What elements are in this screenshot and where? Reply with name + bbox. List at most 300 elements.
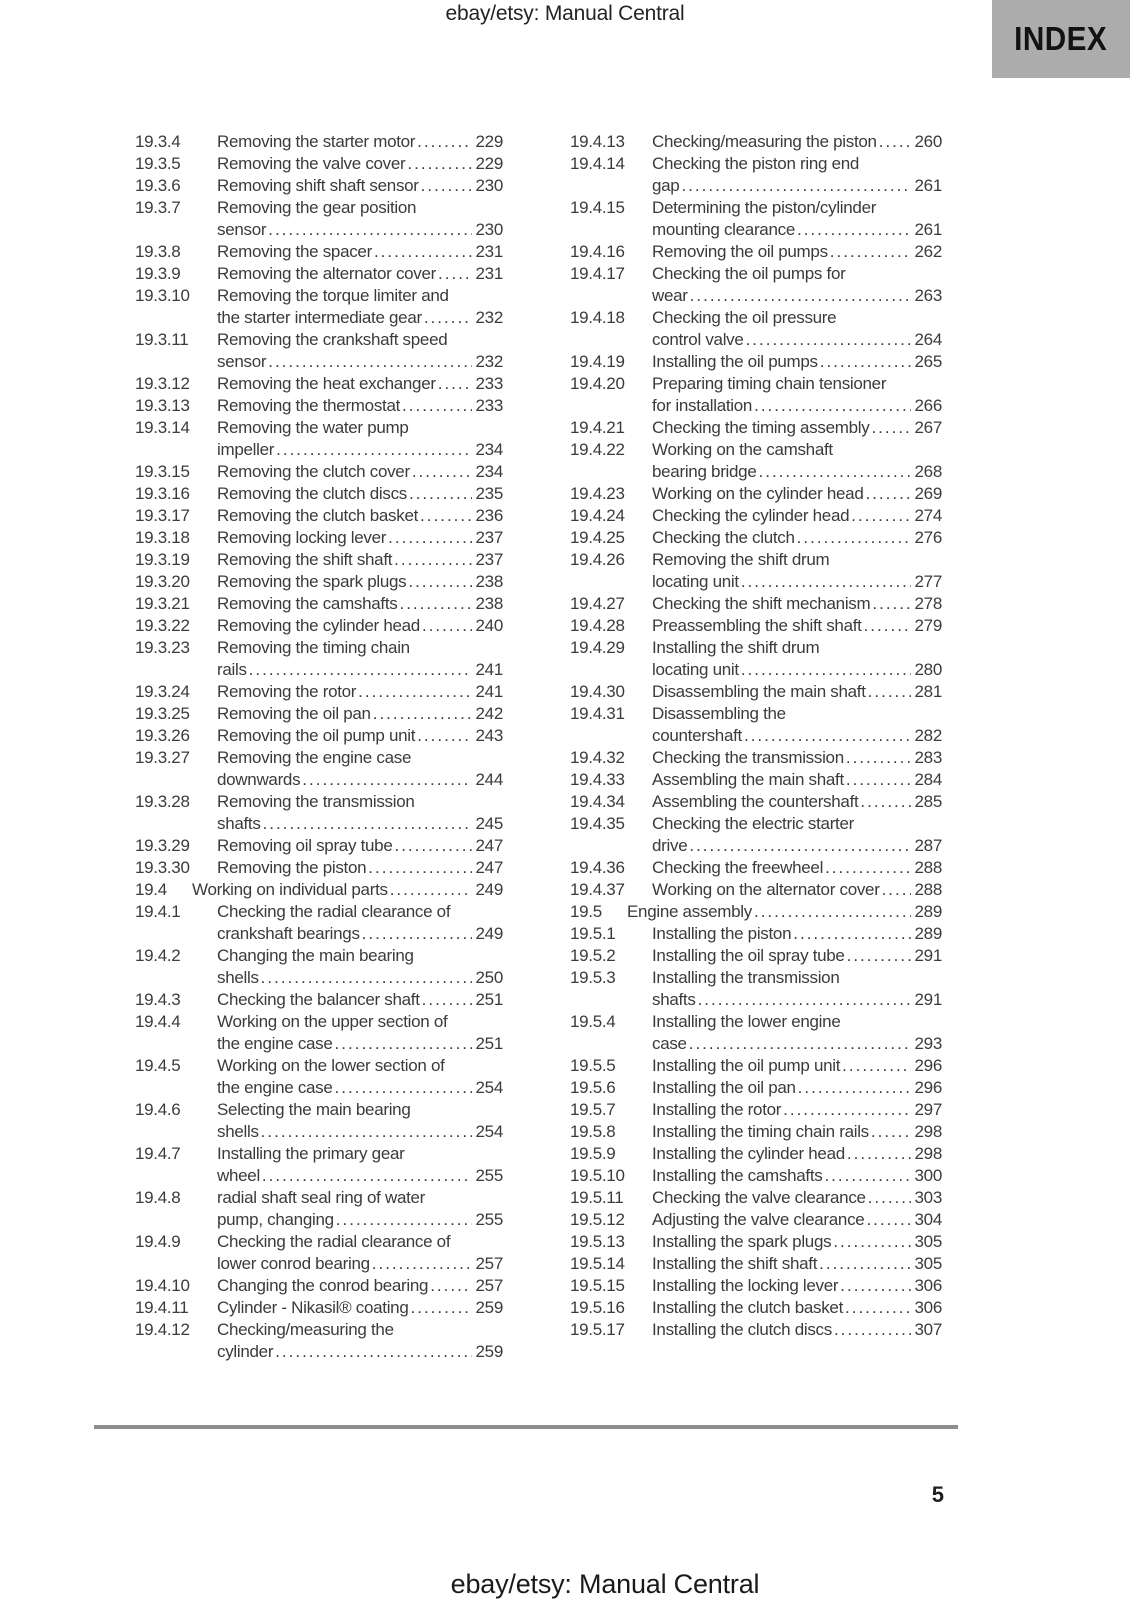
toc-entry bbox=[570, 901, 942, 923]
toc-entry-page: 233 bbox=[475, 396, 503, 415]
toc-entry bbox=[570, 681, 942, 703]
dot-leader bbox=[840, 1275, 911, 1297]
toc-entry-title bbox=[217, 131, 503, 153]
toc-entry bbox=[570, 769, 942, 791]
toc-entry-page: 278 bbox=[914, 594, 942, 613]
toc-entry-line: Engine assembly bbox=[627, 902, 752, 921]
toc-entry bbox=[570, 1253, 942, 1275]
toc-entry-title bbox=[652, 1187, 942, 1209]
dot-leader bbox=[358, 681, 472, 703]
toc-entry-page: 306 bbox=[914, 1276, 942, 1295]
toc-entry-line: locating unit bbox=[652, 572, 739, 591]
toc-entry-page: 249 bbox=[475, 880, 503, 899]
toc-entry-number: 19.5.9 bbox=[570, 1144, 616, 1163]
toc-entry-title bbox=[217, 197, 503, 241]
toc-entry-title bbox=[652, 439, 942, 483]
toc-entry-line: Installing the shift drum bbox=[652, 638, 820, 657]
header-title: ebay/etsy: Manual Central bbox=[445, 2, 685, 25]
toc-entry-number: 19.3.4 bbox=[135, 132, 181, 151]
toc-entry-number: 19.4.4 bbox=[135, 1012, 181, 1031]
toc-entry-title bbox=[652, 1209, 942, 1231]
dot-leader bbox=[759, 461, 912, 483]
toc-entry-title bbox=[652, 857, 942, 879]
toc-entry-title bbox=[217, 1297, 503, 1319]
toc-entry-page: 291 bbox=[914, 990, 942, 1009]
toc-entry-line: Changing the main bearing bbox=[217, 946, 414, 965]
dot-leader bbox=[407, 153, 472, 175]
toc-entry-number: 19.4.16 bbox=[570, 242, 625, 261]
toc-entry bbox=[570, 703, 942, 747]
toc-entry-line: Removing the water pump bbox=[217, 418, 409, 437]
toc-entry-line: rails bbox=[217, 660, 247, 679]
toc-entry-page: 233 bbox=[475, 374, 503, 393]
toc-entry-line: Installing the spark plugs bbox=[652, 1232, 832, 1251]
toc-entry bbox=[135, 703, 503, 725]
toc-entry bbox=[135, 1231, 503, 1275]
toc-entry-number: 19.4.1 bbox=[135, 902, 181, 921]
toc-entry bbox=[135, 153, 503, 175]
toc-entry-line: Removing the transmission bbox=[217, 792, 415, 811]
toc-entry-number: 19.5.11 bbox=[570, 1188, 624, 1207]
toc-entry-title bbox=[627, 901, 942, 923]
toc-entry-title bbox=[652, 1253, 942, 1275]
dot-leader bbox=[394, 549, 472, 571]
toc-entry-title bbox=[217, 571, 503, 593]
toc-entry-number: 19.4.20 bbox=[570, 374, 625, 393]
toc-entry-title bbox=[652, 1297, 942, 1319]
dot-leader bbox=[842, 1055, 911, 1077]
toc-entry-line: Cylinder - Nikasil® coating bbox=[217, 1298, 409, 1317]
toc-entry-page: 304 bbox=[914, 1210, 942, 1229]
toc-entry-number: 19.4.21 bbox=[570, 418, 625, 437]
toc-entry-line: Removing the clutch basket bbox=[217, 506, 419, 525]
index-tab bbox=[992, 0, 1130, 78]
dot-leader bbox=[868, 681, 911, 703]
toc-entry bbox=[570, 615, 942, 637]
dot-leader bbox=[268, 219, 472, 241]
dot-leader bbox=[860, 791, 911, 813]
toc-entry-line: Assembling the main shaft bbox=[652, 770, 844, 789]
toc-entry-line: sensor bbox=[217, 220, 267, 239]
dot-leader bbox=[368, 857, 472, 879]
toc-entry bbox=[135, 329, 503, 373]
toc-entry-line: Selecting the main bearing bbox=[217, 1100, 411, 1119]
toc-entry-line: shafts bbox=[217, 814, 261, 833]
toc-entry-line: shells bbox=[217, 1122, 259, 1141]
toc-entry-title bbox=[217, 505, 503, 527]
toc-entry-page: 268 bbox=[914, 462, 942, 481]
toc-entry-number: 19.4.22 bbox=[570, 440, 625, 459]
toc-entry-line: Installing the camshafts bbox=[652, 1166, 823, 1185]
toc-entry-number: 19.3.6 bbox=[135, 176, 181, 195]
toc-entry-number: 19.3.29 bbox=[135, 836, 190, 855]
toc-entry bbox=[570, 483, 942, 505]
toc-entry-title bbox=[217, 373, 503, 395]
toc-entry-title bbox=[217, 175, 503, 197]
toc-entry bbox=[135, 1275, 503, 1297]
dot-leader bbox=[793, 923, 911, 945]
toc-entry-line: Removing the timing chain bbox=[217, 638, 410, 657]
toc-entry-number: 19.5.4 bbox=[570, 1012, 616, 1031]
toc-entry-line: Assembling the countershaft bbox=[652, 792, 859, 811]
toc-entry-number: 19.4.18 bbox=[570, 308, 625, 327]
toc-entry-number: 19.4.17 bbox=[570, 264, 625, 283]
toc-entry bbox=[135, 571, 503, 593]
toc-entry bbox=[135, 373, 503, 395]
toc-entry-number: 19.3.9 bbox=[135, 264, 181, 283]
dot-leader bbox=[819, 1253, 911, 1275]
toc-entry-title bbox=[652, 1275, 942, 1297]
toc-entry bbox=[135, 879, 503, 901]
toc-entry-number: 19.4.5 bbox=[135, 1056, 181, 1075]
toc-entry-page: 300 bbox=[914, 1166, 942, 1185]
dot-leader bbox=[864, 615, 911, 637]
toc-entry-line: Checking the oil pumps for bbox=[652, 264, 846, 283]
toc-entry-page: 237 bbox=[475, 550, 503, 569]
toc-entry-number: 19.3.22 bbox=[135, 616, 190, 635]
toc-entry-line: Working on individual parts bbox=[192, 880, 388, 899]
toc-entry-page: 245 bbox=[475, 814, 503, 833]
toc-entry-number: 19.3.25 bbox=[135, 704, 190, 723]
index-tab-label: INDEX bbox=[1014, 20, 1108, 57]
toc-entry-number: 19.5.5 bbox=[570, 1056, 616, 1075]
toc-entry-line: Removing the piston bbox=[217, 858, 367, 877]
toc-entry-line: Checking the electric starter bbox=[652, 814, 854, 833]
toc-entry-line: Working on the upper section of bbox=[217, 1012, 448, 1031]
toc-entry-page: 291 bbox=[914, 946, 942, 965]
toc-entry-number: 19.5.3 bbox=[570, 968, 616, 987]
toc-entry-line: Checking the transmission bbox=[652, 748, 844, 767]
toc-entry-line: mounting clearance bbox=[652, 220, 795, 239]
dot-leader bbox=[851, 505, 911, 527]
toc-entry bbox=[135, 681, 503, 703]
dot-leader bbox=[335, 1077, 472, 1099]
toc-entry-number: 19.5 bbox=[570, 902, 602, 921]
toc-entry-number: 19.3.13 bbox=[135, 396, 190, 415]
toc-entry-page: 238 bbox=[475, 594, 503, 613]
toc-entry-title bbox=[652, 1319, 942, 1341]
toc-entry bbox=[135, 615, 503, 637]
dot-leader bbox=[409, 483, 472, 505]
toc-entry bbox=[570, 307, 942, 351]
dot-leader bbox=[681, 175, 911, 197]
toc-entry-number: 19.4.24 bbox=[570, 506, 625, 525]
toc-entry-number: 19.3.27 bbox=[135, 748, 190, 767]
toc-entry-line: Checking/measuring the bbox=[217, 1320, 394, 1339]
dot-leader bbox=[820, 351, 911, 373]
toc-entry bbox=[135, 461, 503, 483]
dot-leader bbox=[374, 241, 472, 263]
toc-entry bbox=[135, 1055, 503, 1099]
toc-entry-line: Checking the shift mechanism bbox=[652, 594, 871, 613]
toc-entry-page: 243 bbox=[475, 726, 503, 745]
toc-entry-line: gap bbox=[652, 176, 680, 195]
toc-entry-title bbox=[217, 1275, 503, 1297]
dot-leader bbox=[847, 945, 911, 967]
dot-leader bbox=[834, 1319, 911, 1341]
toc-entry-title bbox=[652, 615, 942, 637]
toc-entry-number: 19.5.17 bbox=[570, 1320, 625, 1339]
toc-entry-page: 264 bbox=[914, 330, 942, 349]
toc-entry-number: 19.5.13 bbox=[570, 1232, 625, 1251]
dot-leader bbox=[276, 439, 472, 461]
dot-leader bbox=[430, 1275, 472, 1297]
dot-leader bbox=[754, 901, 911, 923]
toc-entry-number: 19.3.10 bbox=[135, 286, 190, 305]
toc-entry-number: 19.3.17 bbox=[135, 506, 190, 525]
toc-entry-number: 19.3.24 bbox=[135, 682, 190, 701]
toc-entry bbox=[570, 1319, 942, 1341]
toc-entry-line: Removing the crankshaft speed bbox=[217, 330, 448, 349]
toc-entry-line: Removing the engine case bbox=[217, 748, 412, 767]
dot-leader bbox=[741, 659, 911, 681]
toc-entry bbox=[570, 505, 942, 527]
toc-entry-number: 19.3.20 bbox=[135, 572, 190, 591]
toc-entry bbox=[135, 901, 503, 945]
toc-entry-number: 19.3.15 bbox=[135, 462, 190, 481]
toc-entry-number: 19.3.11 bbox=[135, 330, 189, 349]
dot-leader bbox=[798, 1077, 911, 1099]
toc-entry bbox=[135, 1143, 503, 1187]
toc-entry-page: 261 bbox=[914, 176, 942, 195]
dot-leader bbox=[754, 395, 911, 417]
dot-leader bbox=[871, 417, 911, 439]
toc-entry-line: Checking the radial clearance of bbox=[217, 1232, 451, 1251]
toc-entry-line: Installing the oil pan bbox=[652, 1078, 796, 1097]
dot-leader bbox=[390, 879, 472, 901]
toc-entry-page: 280 bbox=[914, 660, 942, 679]
toc-entry-page: 261 bbox=[914, 220, 942, 239]
toc-entry bbox=[570, 1231, 942, 1253]
toc-entry-title bbox=[217, 1099, 503, 1143]
toc-entry-line: pump, changing bbox=[217, 1210, 334, 1229]
dot-leader bbox=[275, 1341, 472, 1363]
toc-entry-line: Removing the alternator cover bbox=[217, 264, 437, 283]
toc-entry bbox=[135, 285, 503, 329]
toc-entry bbox=[135, 945, 503, 989]
toc-entry-line: Installing the transmission bbox=[652, 968, 840, 987]
toc-entry-title bbox=[652, 373, 942, 417]
toc-entry-page: 289 bbox=[914, 924, 942, 943]
toc-entry-page: 235 bbox=[475, 484, 503, 503]
dot-leader bbox=[388, 527, 472, 549]
toc-entry-number: 19.3.28 bbox=[135, 792, 190, 811]
dot-leader bbox=[421, 175, 472, 197]
toc-entry-number: 19.3.12 bbox=[135, 374, 190, 393]
toc-entry bbox=[135, 505, 503, 527]
dot-leader bbox=[394, 835, 472, 857]
toc-entry bbox=[135, 1187, 503, 1231]
toc-entry-number: 19.5.14 bbox=[570, 1254, 625, 1273]
toc-entry-number: 19.5.7 bbox=[570, 1100, 616, 1119]
toc-entry-page: 263 bbox=[914, 286, 942, 305]
toc-entry bbox=[570, 527, 942, 549]
toc-entry bbox=[135, 1011, 503, 1055]
dot-leader bbox=[362, 923, 472, 945]
toc-entry-page: 232 bbox=[475, 308, 503, 327]
toc-entry-number: 19.5.6 bbox=[570, 1078, 616, 1097]
footer-rule bbox=[94, 1425, 958, 1429]
toc-entry-line: crankshaft bearings bbox=[217, 924, 360, 943]
toc-entry-title bbox=[652, 505, 942, 527]
dot-leader bbox=[846, 769, 911, 791]
toc-entry-number: 19.4.34 bbox=[570, 792, 625, 811]
dot-leader bbox=[847, 1143, 911, 1165]
dot-leader bbox=[261, 967, 472, 989]
toc-entry-line: downwards bbox=[217, 770, 301, 789]
toc-entry-number: 19.4.7 bbox=[135, 1144, 181, 1163]
toc-entry-title bbox=[217, 395, 503, 417]
toc-entry bbox=[570, 637, 942, 681]
toc-entry-title bbox=[217, 747, 503, 791]
toc-entry-page: 251 bbox=[475, 1034, 503, 1053]
toc-entry bbox=[570, 791, 942, 813]
toc-entry-number: 19.4.37 bbox=[570, 880, 625, 899]
toc-entry-title bbox=[217, 1055, 503, 1099]
toc-entry-page: 303 bbox=[914, 1188, 942, 1207]
dot-leader bbox=[263, 813, 472, 835]
toc-entry bbox=[570, 439, 942, 483]
toc-entry-number: 19.3.14 bbox=[135, 418, 190, 437]
toc-entry-page: 265 bbox=[914, 352, 942, 371]
toc-entry-number: 19.3.8 bbox=[135, 242, 181, 261]
toc-entry-title bbox=[652, 945, 942, 967]
toc-entry-page: 276 bbox=[914, 528, 942, 547]
toc-entry-title bbox=[652, 791, 942, 813]
dot-leader bbox=[689, 1033, 911, 1055]
toc-entry-title bbox=[652, 747, 942, 769]
toc-entry bbox=[570, 945, 942, 967]
toc-entry-title bbox=[652, 703, 942, 747]
dot-leader bbox=[744, 725, 911, 747]
toc-entry-line: Working on the lower section of bbox=[217, 1056, 445, 1075]
toc-entry bbox=[570, 1143, 942, 1165]
toc-entry-title bbox=[652, 197, 942, 241]
toc-entry-line: Installing the timing chain rails bbox=[652, 1122, 869, 1141]
toc-entry bbox=[570, 593, 942, 615]
toc-entry-number: 19.4.36 bbox=[570, 858, 625, 877]
toc-entry bbox=[570, 1121, 942, 1143]
dot-leader bbox=[872, 593, 911, 615]
toc-entry-title bbox=[652, 1165, 942, 1187]
toc-entry-page: 229 bbox=[475, 154, 503, 173]
toc-entry-title bbox=[652, 1121, 942, 1143]
toc-entry-line: Removing shift shaft sensor bbox=[217, 176, 419, 195]
toc-entry-line: Checking the cylinder head bbox=[652, 506, 850, 525]
toc-entry-page: 242 bbox=[475, 704, 503, 723]
toc-entry-number: 19.5.8 bbox=[570, 1122, 616, 1141]
toc-entry bbox=[135, 527, 503, 549]
toc-entry bbox=[135, 725, 503, 747]
toc-entry-title bbox=[217, 549, 503, 571]
toc-entry-page: 285 bbox=[914, 792, 942, 811]
toc-entry-line: Checking the freewheel bbox=[652, 858, 824, 877]
toc-entry-title bbox=[217, 1011, 503, 1055]
toc-entry bbox=[570, 373, 942, 417]
dot-leader bbox=[741, 571, 911, 593]
toc-entry-number: 19.4 bbox=[135, 880, 167, 899]
dot-leader bbox=[871, 1121, 911, 1143]
toc-entry-line: Removing locking lever bbox=[217, 528, 387, 547]
toc-entry-title bbox=[217, 285, 503, 329]
page-number: 5 bbox=[931, 1482, 944, 1507]
toc-entry-page: 259 bbox=[475, 1298, 503, 1317]
toc-entry bbox=[570, 747, 942, 769]
toc-entry-page: 259 bbox=[475, 1342, 503, 1361]
dot-leader bbox=[825, 857, 911, 879]
toc-entry-title bbox=[217, 461, 503, 483]
dot-leader bbox=[690, 285, 911, 307]
toc-entry-line: countershaft bbox=[652, 726, 742, 745]
toc-entry-page: 289 bbox=[914, 902, 942, 921]
toc-entry-page: 296 bbox=[914, 1078, 942, 1097]
toc-entry-title bbox=[217, 637, 503, 681]
toc-entry-number: 19.5.10 bbox=[570, 1166, 625, 1185]
toc-entry bbox=[570, 1275, 942, 1297]
toc-entry-line: Removing the oil pump unit bbox=[217, 726, 416, 745]
toc-entry-page: 282 bbox=[914, 726, 942, 745]
dot-leader bbox=[424, 307, 472, 329]
toc-entry-title bbox=[217, 417, 503, 461]
dot-leader bbox=[268, 351, 472, 373]
toc-entry-page: 277 bbox=[914, 572, 942, 591]
toc-entry-title bbox=[217, 241, 503, 263]
toc-entry-number: 19.4.9 bbox=[135, 1232, 181, 1251]
toc-entry-line: Changing the conrod bearing bbox=[217, 1276, 429, 1295]
toc-entry-number: 19.4.12 bbox=[135, 1320, 190, 1339]
toc-entry bbox=[570, 1099, 942, 1121]
toc-entry-page: 287 bbox=[914, 836, 942, 855]
toc-entry-page: 281 bbox=[914, 682, 942, 701]
toc-entry bbox=[135, 1297, 503, 1319]
toc-entry-title bbox=[652, 153, 942, 197]
toc-entry-line: Installing the oil spray tube bbox=[652, 946, 845, 965]
toc-entry bbox=[570, 1187, 942, 1209]
toc-entry-number: 19.4.14 bbox=[570, 154, 625, 173]
toc-entry-title bbox=[652, 637, 942, 681]
toc-entry-number: 19.4.33 bbox=[570, 770, 625, 789]
toc-entry-title bbox=[652, 879, 942, 901]
toc-entry-page: 305 bbox=[914, 1254, 942, 1273]
toc-entry-title bbox=[217, 901, 503, 945]
dot-leader bbox=[336, 1209, 472, 1231]
toc-entry-page: 234 bbox=[475, 462, 503, 481]
toc-entry-title bbox=[217, 1319, 503, 1363]
toc-entry-number: 19.4.30 bbox=[570, 682, 625, 701]
toc-entry-line: bearing bridge bbox=[652, 462, 757, 481]
dot-leader bbox=[411, 1297, 473, 1319]
toc-entry-number: 19.3.26 bbox=[135, 726, 190, 745]
toc-entry-title bbox=[652, 1143, 942, 1165]
toc-column-right bbox=[570, 131, 942, 1363]
toc-entry-page: 274 bbox=[914, 506, 942, 525]
toc-entry-line: Removing the clutch discs bbox=[217, 484, 407, 503]
toc-entry-page: 241 bbox=[475, 682, 503, 701]
toc-entry bbox=[570, 417, 942, 439]
toc-entry-line: impeller bbox=[217, 440, 275, 459]
toc-entry-page: 229 bbox=[475, 132, 503, 151]
toc-entry-page: 260 bbox=[914, 132, 942, 151]
toc-entry-number: 19.4.6 bbox=[135, 1100, 181, 1119]
toc-entry-line: Checking the radial clearance of bbox=[217, 902, 451, 921]
toc-entry-line: Installing the locking lever bbox=[652, 1276, 839, 1295]
toc-entry-number: 19.5.1 bbox=[570, 924, 616, 943]
dot-leader bbox=[402, 395, 472, 417]
toc-entry-page: 247 bbox=[475, 858, 503, 877]
dot-leader bbox=[797, 527, 911, 549]
toc-entry-page: 298 bbox=[914, 1144, 942, 1163]
toc-entry-line: control valve bbox=[652, 330, 744, 349]
